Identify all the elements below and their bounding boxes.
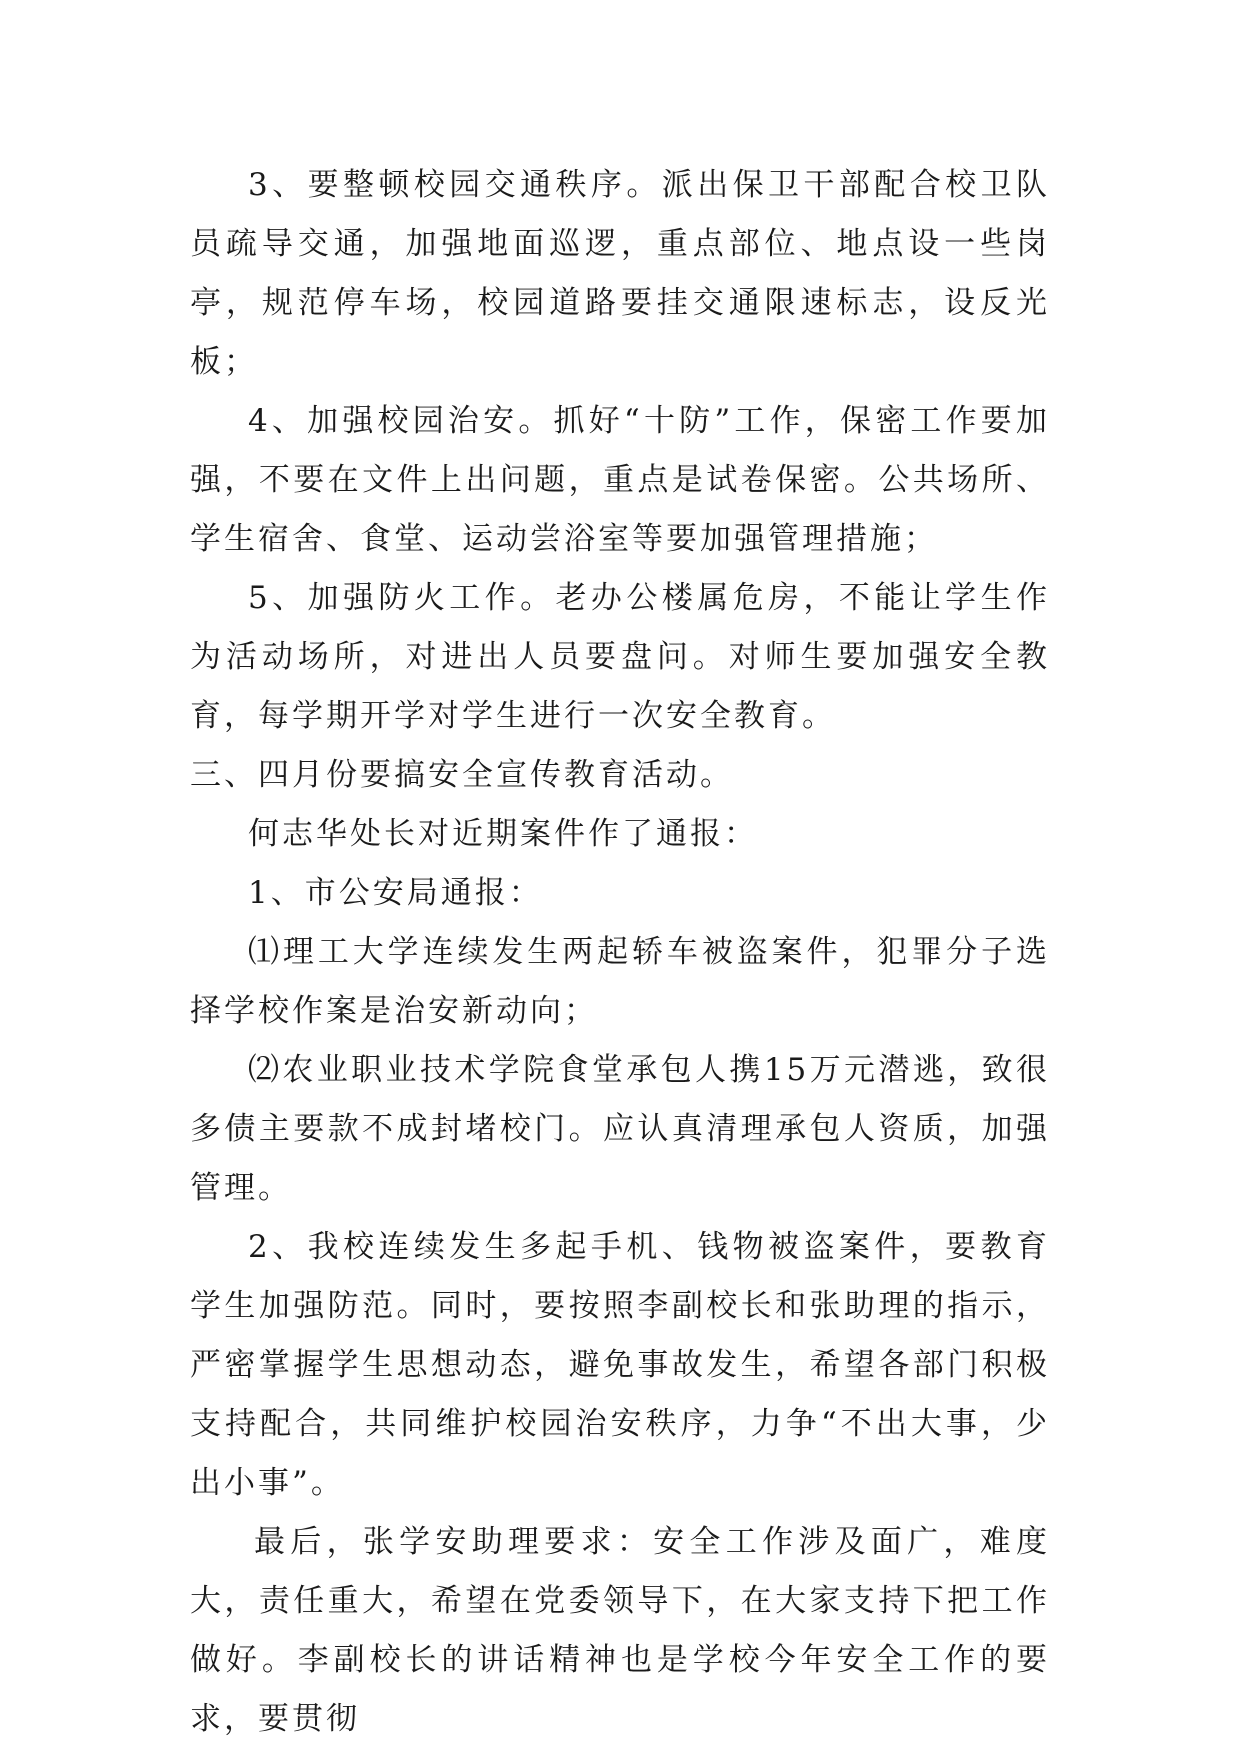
document-body [190,156,1050,1749]
paragraph-report-1: 1、市公安局通报： [248,875,543,911]
paragraph-item-3: 3、要整顿校园交通秩序。派出保卫干部配合校卫队员疏导交通，加强地面巡逻，重点部位、地点设一些岗亭，规范停车场，校园道路要挂交通限速标志，设反光板； [190,167,1050,380]
paragraph-report-intro: 何志华处长对近期案件作了通报： [248,816,758,852]
paragraph-report-2: 2、我校连续发生多起手机、钱物被盗案件，要教育学生加强防范。同时，要按照李副校长和张助理的指示，严密掌握学生思想动态，避免事故发生，希望各部门积极支持配合，共同维护校园治安秩序，力争“不出大事，少出小事”。 [190,1229,1050,1501]
section-heading-3: 三、四月份要搞安全宣传教育活动。 [190,757,734,793]
paragraph-report-1-2: ⑵农业职业技术学院食堂承包人携15万元潜逃，致很多债主要款不成封堵校门。应认真清理承包人资质，加强管理。 [190,1052,1050,1206]
paragraph-item-5: 5、加强防火工作。老办公楼属危房，不能让学生作为活动场所，对进出人员要盘问。对师生要加强安全教育，每学期开学对学生进行一次安全教育。 [190,580,1050,734]
paragraph-item-4: 4、加强校园治安。抓好“十防”工作，保密工作要加强，不要在文件上出问题，重点是试卷保密。公共场所、学生宿舍、食堂、运动尝浴室等要加强管理措施； [190,403,1050,557]
paragraph-report-1-1: ⑴理工大学连续发生两起轿车被盗案件，犯罪分子选择学校作案是治安新动向； [190,934,1050,1029]
paragraph-closing: 最后，张学安助理要求：安全工作涉及面广，难度大，责任重大，希望在党委领导下，在大家支持下把工作做好。李副校长的讲话精神也是学校今年安全工作的要求，要贯彻 [190,1524,1050,1737]
